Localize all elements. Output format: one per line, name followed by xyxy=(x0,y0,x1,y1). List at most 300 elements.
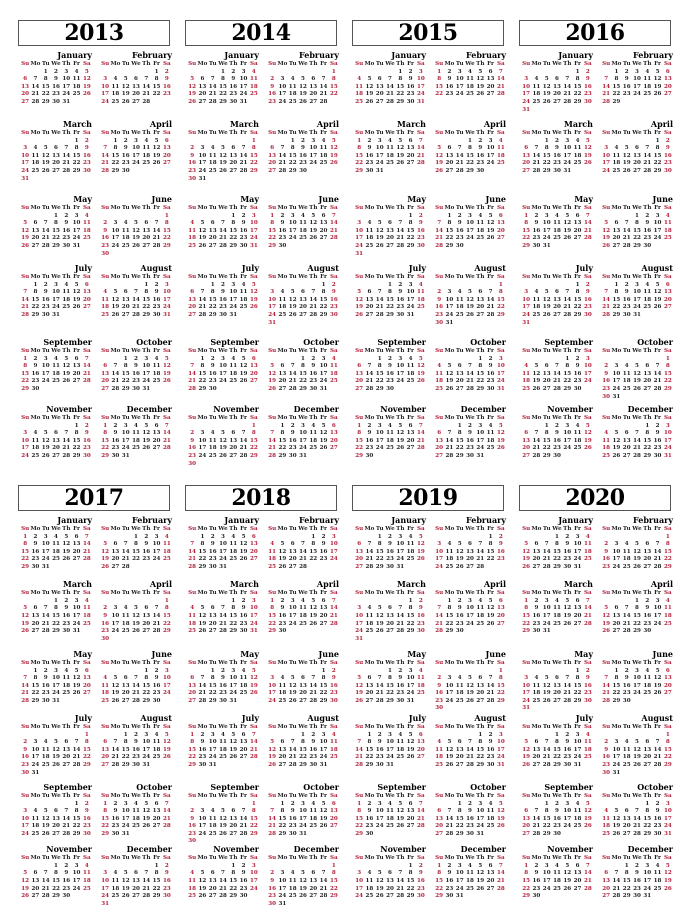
day-cell: 23 xyxy=(132,378,140,385)
weekday-header xyxy=(521,793,593,801)
day-cell: 24 xyxy=(542,620,551,627)
weekday-label: Sa xyxy=(250,61,258,67)
weekday-label: Th xyxy=(229,792,238,799)
weekday-label: We xyxy=(465,855,475,862)
weekday-label: Sa xyxy=(83,526,91,532)
day-cell: 30 xyxy=(435,319,444,326)
day-cell: 13 xyxy=(406,808,415,815)
day-cell: 4 xyxy=(624,739,629,746)
day-cell: 24 xyxy=(52,690,60,697)
day-cell: 17 xyxy=(653,227,662,234)
day-cell: 28 xyxy=(416,445,425,452)
week-row xyxy=(354,423,426,431)
day-cell xyxy=(151,598,161,606)
week-row xyxy=(267,886,339,894)
day-cell: 23 xyxy=(365,823,374,830)
week-row xyxy=(354,598,426,606)
week-row xyxy=(354,76,426,84)
day-cell: 15 xyxy=(319,682,328,689)
day-cell: 30 xyxy=(375,762,384,769)
week-row xyxy=(100,69,172,77)
weekday-header xyxy=(100,526,172,534)
day-cell: 2 xyxy=(241,862,246,869)
day-cell: 17 xyxy=(62,83,71,90)
day-cell: 20 xyxy=(573,878,582,884)
month-name: June xyxy=(485,648,506,659)
day-cell: 15 xyxy=(162,227,171,234)
day-cell: 17 xyxy=(41,370,50,377)
day-cell: 19 xyxy=(365,91,374,98)
day-cell: 27 xyxy=(319,620,328,627)
weekday-label: Mo xyxy=(444,274,455,280)
week-row xyxy=(100,698,172,706)
weekday-label: Tu xyxy=(455,590,464,597)
week-row xyxy=(354,668,426,676)
weekday-label: Mo xyxy=(444,205,455,211)
day-cell xyxy=(267,282,277,290)
day-cell: 23 xyxy=(82,823,91,830)
day-cell: 13 xyxy=(406,430,415,437)
week-row xyxy=(20,564,92,572)
day-cell: 23 xyxy=(41,690,50,697)
day-cell: 6 xyxy=(624,808,629,815)
day-cell: 14 xyxy=(188,548,197,555)
day-cell: 5 xyxy=(64,533,69,540)
week-row xyxy=(100,371,172,379)
day-cell: 3 xyxy=(210,731,215,738)
day-cell: 12 xyxy=(496,808,505,815)
week-row xyxy=(601,754,673,762)
day-cell xyxy=(475,282,485,290)
day-cell: 22 xyxy=(249,823,258,830)
day-cell: 22 xyxy=(162,620,171,627)
week-row xyxy=(521,605,593,613)
day-cell: 15 xyxy=(445,227,454,234)
day-cell: 16 xyxy=(386,548,394,555)
day-cell: 25 xyxy=(101,311,110,318)
week-row xyxy=(354,213,426,221)
day-cell xyxy=(121,863,131,871)
week-row xyxy=(187,138,259,146)
day-cell: 25 xyxy=(532,98,541,105)
day-cell xyxy=(622,213,632,221)
day-cell: 22 xyxy=(229,885,238,892)
day-cell: 30 xyxy=(486,385,495,392)
day-cell: 29 xyxy=(396,98,405,105)
week-row xyxy=(187,732,259,740)
weekday-label: Su xyxy=(355,130,364,136)
day-cell: 15 xyxy=(142,682,151,689)
week-row xyxy=(100,564,172,572)
day-cell: 22 xyxy=(476,754,485,761)
weekday-label: We xyxy=(465,274,475,280)
week-row xyxy=(267,386,339,394)
day-cell: 15 xyxy=(612,682,621,689)
day-cell: 22 xyxy=(633,235,641,242)
day-cell: 21 xyxy=(563,690,572,697)
day-cell: 26 xyxy=(299,893,307,900)
weekday-label: Tu xyxy=(41,659,50,666)
weekday-label: Mo xyxy=(30,274,41,280)
day-cell: 8 xyxy=(468,145,472,152)
day-cell: 5 xyxy=(321,800,326,807)
day-cell xyxy=(131,668,141,676)
weekday-label: Su xyxy=(21,590,30,597)
weekday-header xyxy=(187,348,259,356)
day-cell: 16 xyxy=(309,746,318,753)
weekday-label: Th xyxy=(563,61,572,67)
day-cell: 22 xyxy=(121,754,130,761)
day-cell xyxy=(20,732,30,740)
day-cell xyxy=(110,534,120,542)
day-cell: 26 xyxy=(41,452,50,459)
day-cell: 16 xyxy=(132,370,140,377)
day-cell: 24 xyxy=(583,378,592,385)
day-cell: 26 xyxy=(542,697,551,704)
week-row xyxy=(187,282,259,290)
day-cell: 9 xyxy=(585,289,590,296)
day-cell: 9 xyxy=(64,605,69,612)
day-cell: 24 xyxy=(375,160,384,167)
day-cell: 12 xyxy=(239,541,248,548)
weekday-label: Tu xyxy=(41,724,50,731)
month-calendar xyxy=(267,194,339,251)
day-cell: 5 xyxy=(164,731,169,738)
day-cell: 30 xyxy=(365,167,374,174)
day-cell xyxy=(601,668,611,676)
week-row xyxy=(521,168,593,176)
week-row xyxy=(521,228,593,236)
day-cell: 30 xyxy=(219,311,227,318)
day-cell: 4 xyxy=(488,422,493,429)
day-cell: 5 xyxy=(478,68,483,75)
day-cell: 10 xyxy=(563,430,572,437)
day-cell: 27 xyxy=(229,452,238,459)
day-cell: 18 xyxy=(365,885,374,892)
day-cell: 16 xyxy=(622,682,631,689)
week-row xyxy=(354,549,426,557)
day-cell: 17 xyxy=(542,227,551,234)
day-cell: 13 xyxy=(663,76,672,83)
weekday-label: Fr xyxy=(153,792,160,799)
week-row xyxy=(187,371,259,379)
month-name: August xyxy=(307,713,339,724)
day-cell: 12 xyxy=(583,145,592,152)
day-cell xyxy=(197,801,207,809)
day-cell: 22 xyxy=(319,690,328,697)
week-row xyxy=(267,613,339,621)
weekday-label: Fr xyxy=(574,590,581,597)
day-cell: 1 xyxy=(388,667,392,674)
day-cell xyxy=(542,732,552,740)
day-cell: 28 xyxy=(309,697,318,704)
weekday-label: Su xyxy=(188,855,197,862)
day-cell: 20 xyxy=(532,754,541,761)
day-cell: 4 xyxy=(367,220,372,227)
day-cell: 8 xyxy=(231,220,236,227)
day-cell: 12 xyxy=(563,220,572,227)
day-cell: 13 xyxy=(553,296,561,303)
weekday-label: Th xyxy=(62,130,71,136)
day-cell: 9 xyxy=(190,437,195,444)
day-cell: 15 xyxy=(406,227,415,234)
day-cell: 12 xyxy=(653,675,662,682)
day-cell xyxy=(465,282,475,290)
day-cell: 30 xyxy=(643,628,652,635)
day-cell: 1 xyxy=(478,731,483,738)
day-cell: 12 xyxy=(653,76,662,83)
day-cell: 4 xyxy=(190,870,195,877)
weekday-label: Th xyxy=(229,659,238,666)
day-cell: 24 xyxy=(573,556,582,563)
week-row xyxy=(521,320,593,328)
week-row xyxy=(100,76,172,84)
day-cell: 17 xyxy=(663,437,672,444)
day-cell: 30 xyxy=(101,635,110,642)
weekday-label: Su xyxy=(435,415,444,421)
day-cell: 27 xyxy=(445,167,454,174)
weekday-label: We xyxy=(218,274,228,280)
weekday-header xyxy=(521,274,593,282)
day-cell: 10 xyxy=(573,739,582,746)
day-cell: 1 xyxy=(437,68,442,75)
day-cell: 30 xyxy=(573,385,582,392)
day-cell: 16 xyxy=(309,370,318,377)
day-cell: 10 xyxy=(309,145,318,152)
day-cell: 25 xyxy=(553,885,561,892)
day-cell: 18 xyxy=(82,612,91,619)
day-cell: 24 xyxy=(476,445,485,452)
day-cell: 20 xyxy=(208,235,217,242)
day-cell: 6 xyxy=(534,541,539,548)
day-cell: 20 xyxy=(309,91,318,98)
day-cell: 12 xyxy=(563,605,572,612)
week-row xyxy=(100,145,172,153)
day-cell: 23 xyxy=(219,690,227,697)
day-cell: 16 xyxy=(375,746,384,753)
month-name: August xyxy=(474,263,506,273)
weekday-header xyxy=(434,526,506,534)
weekday-label: Sa xyxy=(250,526,258,532)
day-cell: 15 xyxy=(355,437,364,444)
day-cell: 8 xyxy=(614,76,619,83)
weekday-label: Fr xyxy=(407,526,414,532)
day-cell: 16 xyxy=(416,227,425,234)
weekday-header xyxy=(187,793,259,801)
day-cell: 29 xyxy=(101,830,110,837)
day-cell: 3 xyxy=(144,731,149,738)
day-cell: 10 xyxy=(41,541,50,548)
day-cell: 12 xyxy=(542,296,551,303)
day-cell: 28 xyxy=(111,385,120,392)
day-cell xyxy=(100,282,110,290)
week-row xyxy=(354,312,426,320)
day-cell: 25 xyxy=(435,385,444,392)
day-cell: 20 xyxy=(643,378,652,385)
weekday-label: Th xyxy=(643,348,652,354)
day-cell: 25 xyxy=(532,697,541,704)
day-cell: 31 xyxy=(299,452,307,459)
weekday-label: Sa xyxy=(83,792,91,799)
day-cell: 20 xyxy=(522,445,531,452)
day-cell: 16 xyxy=(299,152,307,159)
day-cell: 10 xyxy=(198,152,207,159)
day-cell xyxy=(552,282,562,290)
weekday-label: Fr xyxy=(240,130,247,136)
day-cell: 22 xyxy=(208,690,217,697)
day-cell: 13 xyxy=(82,675,91,682)
day-cell: 5 xyxy=(311,212,316,219)
weekday-header xyxy=(434,205,506,213)
day-cell: 21 xyxy=(329,612,338,619)
day-cell: 17 xyxy=(542,612,551,619)
day-cell: 31 xyxy=(522,705,531,712)
day-cell: 19 xyxy=(288,690,297,697)
weekday-label: Mo xyxy=(30,130,41,136)
week-row xyxy=(434,698,506,706)
weekday-header xyxy=(267,130,339,138)
day-cell: 4 xyxy=(84,212,89,219)
weekday-label: Fr xyxy=(240,659,247,666)
day-cell: 27 xyxy=(268,167,277,174)
weekday-label: Sa xyxy=(417,659,425,666)
month-calendar xyxy=(601,782,673,839)
day-cell: 3 xyxy=(447,675,452,682)
day-cell: 21 xyxy=(288,754,297,761)
week-row xyxy=(187,153,259,161)
day-cell: 17 xyxy=(249,612,258,619)
month-calendar xyxy=(187,713,259,770)
month-name: November xyxy=(213,844,259,855)
day-cell: 26 xyxy=(288,311,297,318)
day-cell: 10 xyxy=(396,363,405,370)
day-cell: 2 xyxy=(478,137,483,144)
week-row xyxy=(521,801,593,809)
day-cell: 8 xyxy=(635,220,639,227)
week-row xyxy=(354,289,426,297)
day-cell: 23 xyxy=(31,556,40,563)
day-cell: 11 xyxy=(278,296,287,303)
day-cell xyxy=(141,598,151,606)
day-cell: 11 xyxy=(208,815,217,822)
day-cell: 13 xyxy=(365,296,374,303)
week-row xyxy=(187,312,259,320)
day-cell: 15 xyxy=(522,612,531,619)
weekday-label: Sa xyxy=(664,590,672,597)
day-cell: 31 xyxy=(142,385,151,392)
weekday-label: Su xyxy=(435,792,444,799)
day-cell: 10 xyxy=(72,605,81,612)
weekday-label: We xyxy=(51,659,61,666)
year-title: 2017 xyxy=(18,485,170,511)
day-cell: 3 xyxy=(251,597,256,604)
day-cell: 18 xyxy=(435,378,444,385)
weekday-label: Mo xyxy=(110,724,121,731)
day-cell xyxy=(444,801,454,809)
week-row xyxy=(187,816,259,824)
day-cell: 12 xyxy=(219,152,227,159)
day-cell: 7 xyxy=(468,739,472,746)
day-cell: 22 xyxy=(406,235,415,242)
week-row xyxy=(521,886,593,894)
day-cell: 2 xyxy=(388,355,392,362)
day-cell: 10 xyxy=(445,296,454,303)
weekday-header xyxy=(20,61,92,69)
day-cell: 24 xyxy=(445,697,454,704)
week-row xyxy=(354,251,426,259)
day-cell: 21 xyxy=(162,815,171,822)
day-cell: 9 xyxy=(33,541,38,548)
day-cell: 9 xyxy=(604,548,609,555)
day-cell xyxy=(277,69,287,77)
day-cell: 3 xyxy=(43,355,48,362)
day-cell: 8 xyxy=(331,76,336,83)
day-cell: 23 xyxy=(239,620,248,627)
day-cell: 13 xyxy=(62,746,71,753)
day-cell: 14 xyxy=(365,548,374,555)
week-row xyxy=(267,621,339,629)
weekday-label: Fr xyxy=(320,855,327,862)
day-cell: 9 xyxy=(645,220,650,227)
day-cell: 22 xyxy=(72,445,81,452)
day-cell: 24 xyxy=(455,885,464,892)
day-cell: 4 xyxy=(555,862,559,869)
day-cell: 8 xyxy=(624,870,629,877)
day-cell: 7 xyxy=(113,363,118,370)
day-cell: 19 xyxy=(486,612,495,619)
day-cell: 22 xyxy=(553,556,561,563)
day-cell: 22 xyxy=(355,823,364,830)
weekday-label: Su xyxy=(101,61,110,67)
day-cell: 16 xyxy=(132,746,140,753)
day-cell: 2 xyxy=(84,137,89,144)
day-cell: 9 xyxy=(210,541,215,548)
day-cell: 1 xyxy=(251,137,256,144)
day-cell: 29 xyxy=(542,167,551,174)
day-cell: 20 xyxy=(82,682,91,689)
day-cell xyxy=(521,801,531,809)
day-cell: 25 xyxy=(278,697,287,704)
day-cell: 18 xyxy=(188,620,197,627)
day-cell xyxy=(622,801,632,809)
day-cell: 6 xyxy=(555,76,559,83)
weekday-header xyxy=(521,61,593,69)
day-cell: 25 xyxy=(152,378,161,385)
week-row xyxy=(521,732,593,740)
month-name: April xyxy=(316,119,339,129)
day-cell: 22 xyxy=(435,885,444,892)
weekday-label: Su xyxy=(355,659,364,666)
weekday-label: Th xyxy=(643,590,652,597)
day-cell xyxy=(110,213,120,221)
day-cell: 17 xyxy=(152,548,161,555)
day-cell: 3 xyxy=(665,422,670,429)
day-cell: 7 xyxy=(604,76,609,83)
day-cell xyxy=(121,668,131,676)
day-cell: 26 xyxy=(309,620,318,627)
week-row xyxy=(354,564,426,572)
day-cell: 7 xyxy=(645,145,650,152)
day-cell: 6 xyxy=(154,800,159,807)
day-cell: 9 xyxy=(210,363,215,370)
day-cell: 4 xyxy=(457,675,462,682)
day-cell: 17 xyxy=(288,227,297,234)
day-cell: 7 xyxy=(565,289,570,296)
week-row xyxy=(267,556,339,564)
day-cell: 11 xyxy=(152,739,161,746)
day-cell: 12 xyxy=(162,363,171,370)
day-cell xyxy=(61,138,71,146)
